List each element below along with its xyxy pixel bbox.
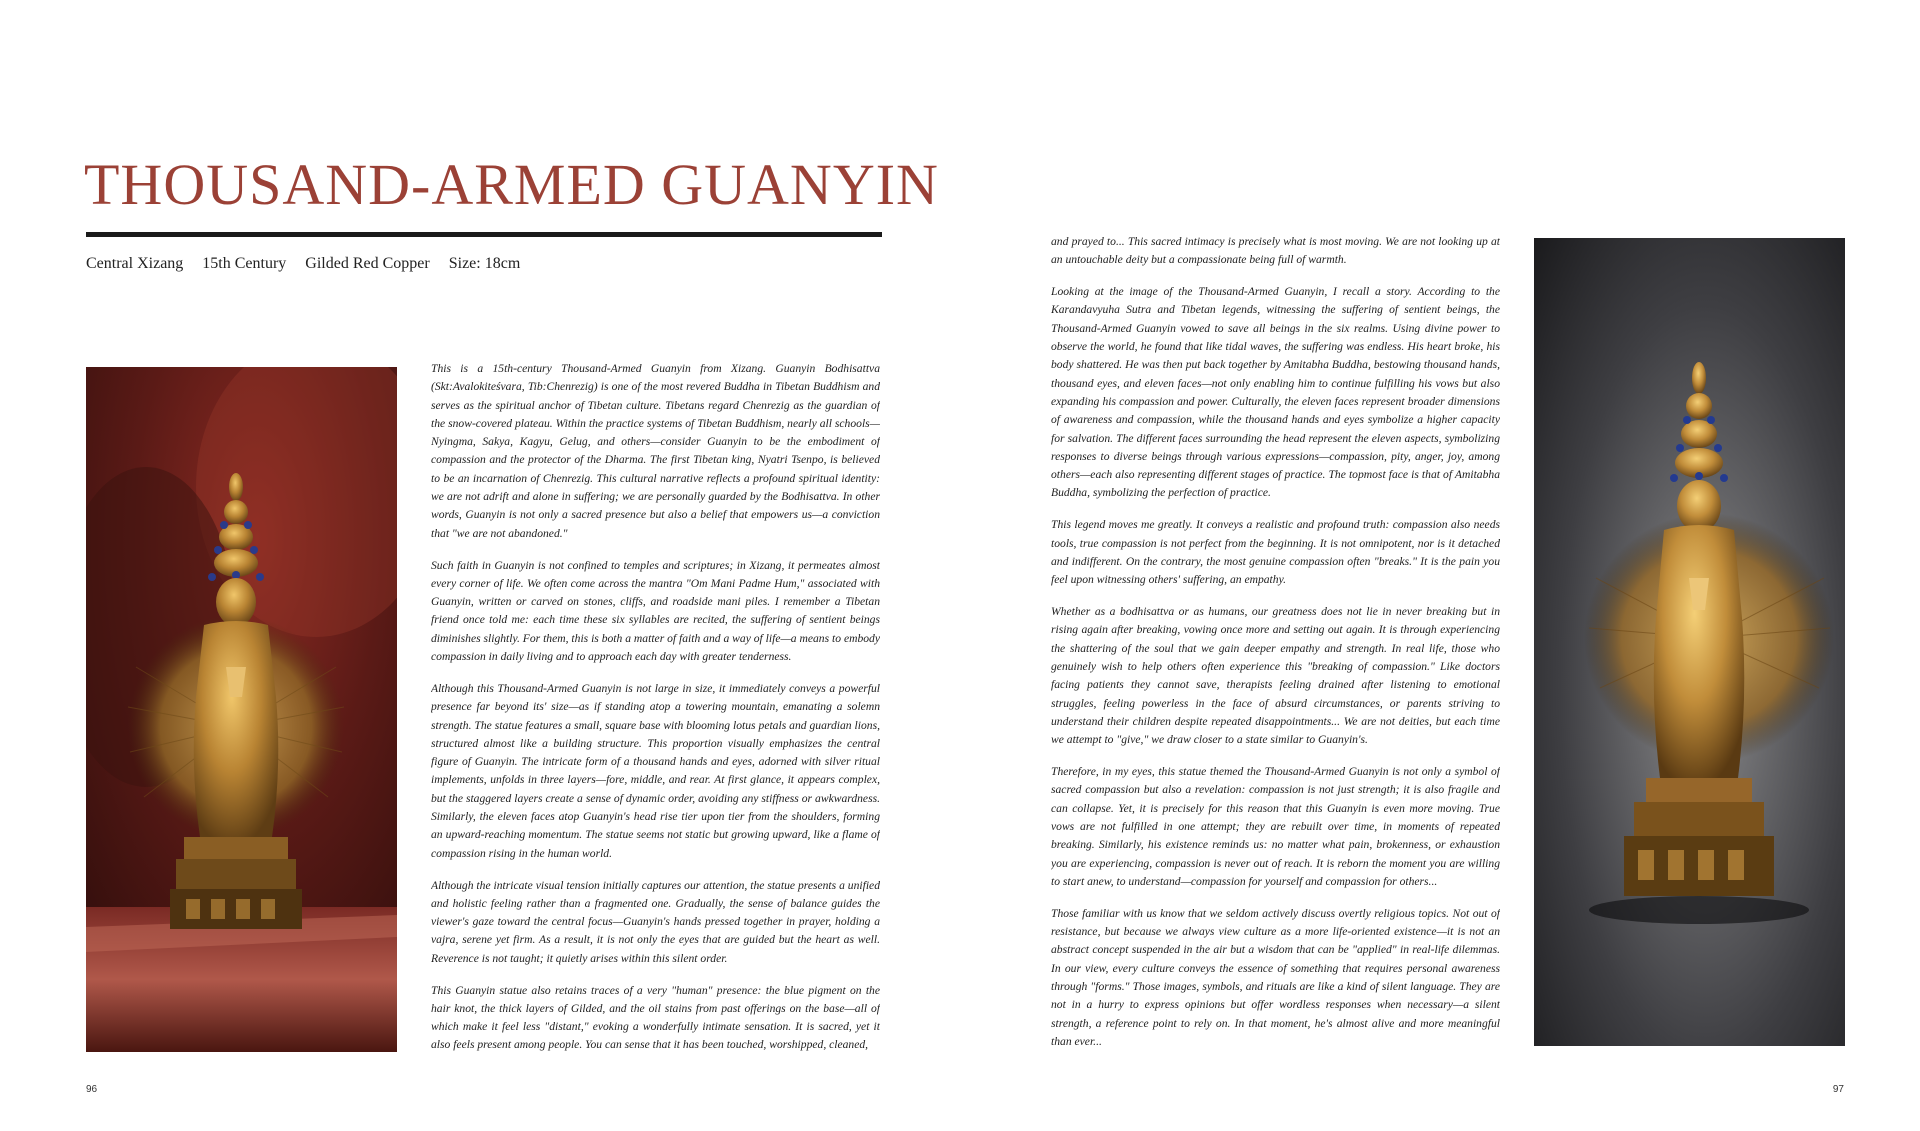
page-title: THOUSAND-ARMED GUANYIN <box>84 152 939 217</box>
statue-photo-front <box>86 367 397 1052</box>
page-number-left: 96 <box>86 1084 98 1095</box>
paragraph: and prayed to... This sacred intimacy is precisely what is most moving. We are not looking up at an untouchable deity but a compassionate being full of warmth. <box>1051 235 1500 267</box>
paragraph: Although this Thousand-Armed Guanyin is not large in size, it immediately conveys a powerful presence far beyond its' size—as if standing atop a towering mountain, emanating a solemn strength. The statue features a small, square base with blooming lotus petals and guardian lions, structured almost like a building structure. This proportion visually emphasizes the central figure of Guanyin. The intricate form of a thousand hands and eyes, adorned with silver ritual implements, unfolds in three layers—fore, middle, and rear. At first glance, it appears complex, but the staggered layers create a sense of dynamic order, avoiding any stiffness or awkwardness. Similarly, the eleven faces atop Guanyin's head rise tier upon tier from the shoulders, forming an upward-reaching momentum. The statue seems not static but growing upward, like a flame of compassion rising in the human world. <box>431 681 880 860</box>
body-text-right-column <box>1051 233 1500 1053</box>
paragraph: Looking at the image of the Thousand-Armed Guanyin, I recall a story. According to the Karandavyuha Sutra and Tibetan legends, witnessing the suffering of sentient beings, the Thousand-Armed Guanyin vowed to save all beings in the six realms. Using divine power to observe the world, he found that like tidal waves, the suffering was endless. His heart broke, his body shattered. He was then put back together by Amitabha Buddha, bestowing thousand hands, thousand eyes, and eleven faces—not only enabling him to continue fulfilling his vows but also expanding his compassion and power. Culturally, the eleven faces represent broader dimensions of awareness and compassion, while the thousand hands and eyes symbolize a higher capacity for salvation. The different faces surrounding the head represent the eleven aspects, symbolizing responses to diverse beings through various expressions—compassion, pity, anger, joy, among others—each also representing different stages of practice. The topmost face is that of Amitabha Buddha, symbolizing the perfection of practice. <box>1051 285 1500 500</box>
spec-origin: Central Xizang <box>86 255 184 272</box>
spec-material: Gilded Red Copper <box>305 255 430 272</box>
spec-period: 15th Century <box>202 255 287 272</box>
paragraph: This legend moves me greatly. It conveys a realistic and profound truth: compassion also needs tools, true compassion is not perfect from the beginning. It is not omnipotent, nor is it detached and indifferent. On the contrary, the most genuine compassion often "breaks." It is the pain you feel upon witnessing others' suffering, an empathy. <box>1051 518 1500 587</box>
page-number-right: 97 <box>1832 1084 1844 1095</box>
paragraph: Such faith in Guanyin is not confined to temples and scriptures; in Xizang, it permeates almost every corner of life. We often come across the mantra "Om Mani Padme Hum," associated with Guanyin, written or carved on stones, cliffs, and roadside mani piles. I remember a Tibetan friend once told me: each time these six syllables are recited, the suffering of sentient beings diminishes slightly. For them, this is both a matter of faith and a way of life—a means to embody compassion in daily living and to approach each day with greater tenderness. <box>431 558 880 664</box>
paragraph: This Guanyin statue also retains traces of a very "human" presence: the blue pigment on the hair knot, the thick layers of Gilded, and the oil stains from past offerings on the base—all of which make it feel less "distant," evoking a wonderfully intimate sensation. It is sacred, yet it also feels present among people. You can sense that it has been touched, worshipped, cleaned, <box>431 983 880 1052</box>
statue-photo-angle <box>1534 238 1845 1046</box>
paragraph: Whether as a bodhisattva or as humans, our greatness does not lie in never breaking but in rising again after breaking, vowing once more and setting out again. It is through experiencing the shattering of the soul that we gain deeper empathy and strength. In real life, those who genuinely wish to help others often experience this "breaking of compassion." Like doctors facing patients they cannot save, therapists feeling drained after listening to emotional struggles, feeling powerless in the face of absurd circumstances, or parents striving to understand their children despite repeated disappointments... We are not deities, but each time we attempt to "give," we draw closer to a state similar to Guanyin's. <box>1051 605 1500 747</box>
specs-line <box>86 253 535 275</box>
paragraph: This is a 15th-century Thousand-Armed Guanyin from Xizang. Guanyin Bodhisattva (Skt:Avalokiteśvara, Tib:Chenrezig) is one of the most revered Buddha in Tibetan Buddhism and serves as the spiritual anchor of Tibetan culture. Tibetans regard Chenrezig as the guardian of the snow-covered plateau. Within the practice systems of Tibetan Buddhism, nearly all schools—Nyingma, Sakya, Kagyu, Gelug, and others—consider Guanyin to be the embodiment of compassion and the protector of the Dharma. The first Tibetan king, Nyatri Tsenpo, is believed to be an incarnation of Chenrezig. This cultural narrative reflects a profound spiritual identity: we are not adrift and alone in suffering; we are personally guarded by the Bodhisattva. In other words, Guanyin is not only a sacred presence but also a belief that empowers us—a conviction that "we are not abandoned." <box>431 362 880 540</box>
paragraph: Therefore, in my eyes, this statue themed the Thousand-Armed Guanyin is not only a symbol of sacred compassion but also a revelation: compassion is not just strength; it is also fragile and can collapse. Yet, it is precisely for this reason that this Guanyin is even more moving. True vows are not fulfilled in one attempt; they are rebuilt over time, in moments of repeated breaking. Similarly, his existence reminds us: no matter what pain, brokenness, or exhaustion you are experiencing, compassion is never out of reach. It is reborn the moment you are willing to start anew, to understand—compassion for yourself and compassion for others... <box>1051 765 1500 888</box>
paragraph: Those familiar with us know that we seldom actively discuss overtly religious topics. Not out of resistance, but because we always view culture as a more life-oriented existence—it is not an abstract concept suspended in the air but a wisdom that can be "applied" in real-life dilemmas. In our view, every culture conveys the essence of something that requires personal awareness through "forms." Those images, symbols, and rituals are like a kind of silent language. They are not in a hurry to express opinions but offer wordless responses when necessary—a silent strength, a reference point to rely on. In that moment, he's almost alive and more meaningful than ever... <box>1051 906 1500 1048</box>
title-rule <box>86 232 882 237</box>
paragraph: Although the intricate visual tension initially captures our attention, the statue presents a unified and holistic feeling rather than a fragmented one. Gradually, the sense of balance guides the viewer's gaze toward the central focus—Guanyin's hands pressed together in prayer, holding a vajra, serene yet firm. As a result, it is not only the eyes that are guided but the heart as well. Reverence is not taught; it quietly arises within this silent order. <box>431 878 880 965</box>
body-text-left-column <box>431 360 880 1052</box>
spec-size: Size: 18cm <box>448 255 521 272</box>
